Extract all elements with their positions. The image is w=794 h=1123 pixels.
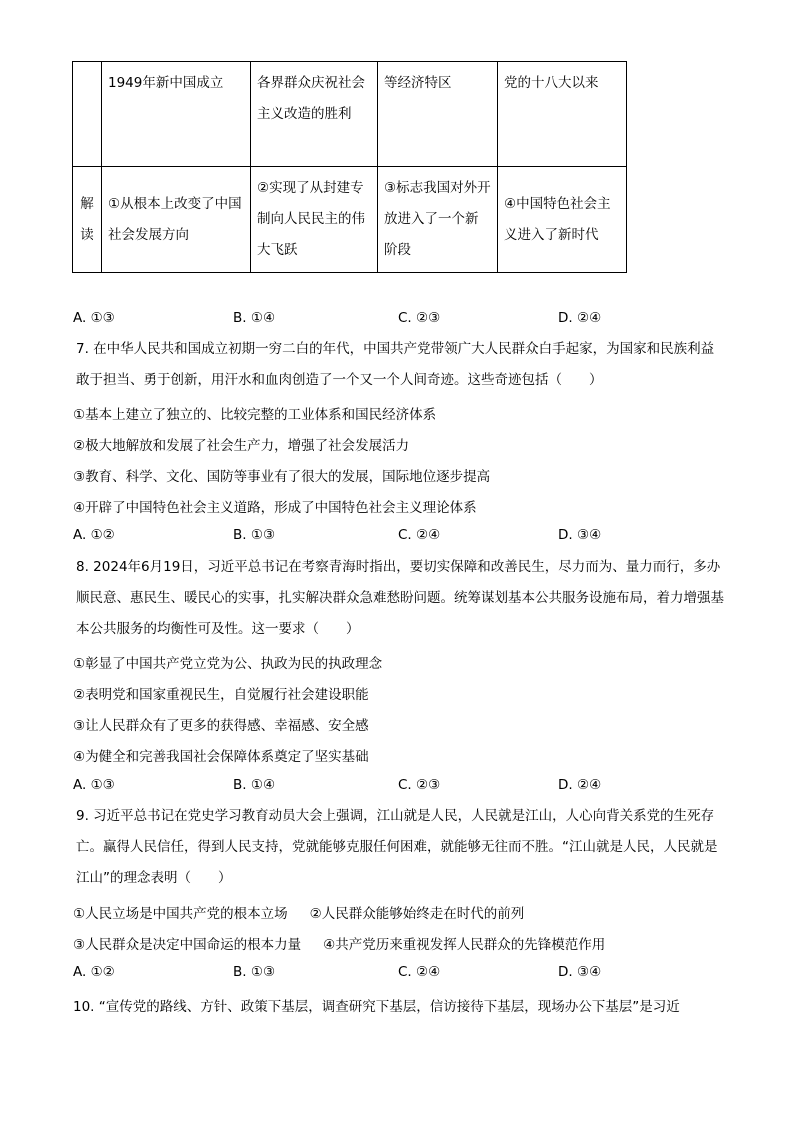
q6-option-d[interactable]: D. ②④ bbox=[558, 310, 602, 326]
q8-option-a[interactable]: A. ①③ bbox=[73, 777, 115, 793]
table-cell: 等经济特区 bbox=[378, 62, 498, 167]
q9-option-b[interactable]: B. ①③ bbox=[233, 964, 276, 980]
q7-statement: ③教育、科学、文化、国防等事业有了很大的发展，国际地位逐步提高 bbox=[73, 469, 491, 485]
q7-statement: ④开辟了中国特色社会主义道路，形成了中国特色社会主义理论体系 bbox=[73, 500, 477, 516]
q9-statement-row bbox=[73, 902, 524, 922]
q9-statement: ③人民群众是决定中国命运的根本力量 bbox=[73, 937, 302, 953]
row-label: 解读 bbox=[73, 167, 102, 273]
table-cell bbox=[73, 62, 102, 167]
table-interpretation-row bbox=[73, 167, 627, 273]
table-cell: 1949年新中国成立 bbox=[102, 62, 251, 167]
table-header-row bbox=[73, 62, 627, 167]
q7-option-a[interactable]: A. ①② bbox=[73, 527, 115, 543]
q8-statement: ②表明党和国家重视民生，自觉履行社会建设职能 bbox=[73, 687, 369, 703]
q9-stem: 9. 习近平总书记在党史学习教育动员大会上强调，江山就是人民，人民就是江山，人心向背关系党的生死存亡。赢得人民信任，得到人民支持，党就能够克服任何困难，就能够无往而不胜。“江山就是人民，人民就是江山”的理念表明（ ） bbox=[76, 808, 718, 886]
q7-statement: ②极大地解放和发展了社会生产力，增强了社会发展活力 bbox=[73, 438, 410, 454]
q9-statement: ①人民立场是中国共产党的根本立场 bbox=[73, 906, 288, 922]
table-cell: ④中国特色社会主义进入了新时代 bbox=[498, 167, 627, 273]
q8-stem: 8. 2024年6月19日，习近平总书记在考察青海时指出，要切实保障和改善民生，尽力而为、量力而行，多办顺民意、惠民生、暖民心的实事，扎实解决群众急难愁盼问题。统筹谋划基本公共服务设施布局，着力增强基本公共服务的均衡性可及性。这一要求（ ） bbox=[76, 559, 724, 637]
table-cell: ②实现了从封建专制向人民民主的伟大飞跃 bbox=[251, 167, 378, 273]
q7-statement: ①基本上建立了独立的、比较完整的工业体系和国民经济体系 bbox=[73, 407, 437, 423]
q9-option-a[interactable]: A. ①② bbox=[73, 964, 115, 980]
q9-statement: ②人民群众能够始终走在时代的前列 bbox=[309, 906, 525, 922]
table-cell: ①从根本上改变了中国社会发展方向 bbox=[102, 167, 251, 273]
q9-option-d[interactable]: D. ③④ bbox=[558, 964, 602, 980]
table-cell: 各界群众庆祝社会主义改造的胜利 bbox=[251, 62, 378, 167]
q8-option-c[interactable]: C. ②③ bbox=[398, 777, 441, 793]
q9-statement-row bbox=[73, 933, 605, 953]
history-table bbox=[72, 61, 627, 273]
q8-option-b[interactable]: B. ①④ bbox=[233, 777, 276, 793]
q6-option-c[interactable]: C. ②③ bbox=[398, 310, 441, 326]
table-cell: ③标志我国对外开放进入了一个新阶段 bbox=[378, 167, 498, 273]
q9-option-c[interactable]: C. ②④ bbox=[398, 964, 441, 980]
q6-option-a[interactable]: A. ①③ bbox=[73, 310, 115, 326]
q8-statement: ③让人民群众有了更多的获得感、幸福感、安全感 bbox=[73, 718, 369, 734]
q7-option-b[interactable]: B. ①③ bbox=[233, 527, 276, 543]
q8-statement: ①彰显了中国共产党立党为公、执政为民的执政理念 bbox=[73, 656, 383, 672]
q8-option-d[interactable]: D. ②④ bbox=[558, 777, 602, 793]
q7-option-d[interactable]: D. ③④ bbox=[558, 527, 602, 543]
table-cell: 党的十八大以来 bbox=[498, 62, 627, 167]
q7-option-c[interactable]: C. ②④ bbox=[398, 527, 441, 543]
q10-stem: 10. “宣传党的路线、方针、政策下基层，调查研究下基层，信访接待下基层，现场办公下基层”是习近 bbox=[73, 999, 680, 1015]
q7-stem: 7. 在中华人民共和国成立初期一穷二白的年代，中国共产党带领广大人民群众白手起家，为国家和民族利益敢于担当、勇于创新，用汗水和血肉创造了一个又一个人间奇迹。这些奇迹包括（ ） bbox=[76, 341, 715, 388]
q8-statement: ④为健全和完善我国社会保障体系奠定了坚实基础 bbox=[73, 749, 369, 765]
q9-statement: ④共产党历来重视发挥人民群众的先锋模范作用 bbox=[323, 937, 606, 953]
q6-option-b[interactable]: B. ①④ bbox=[233, 310, 276, 326]
